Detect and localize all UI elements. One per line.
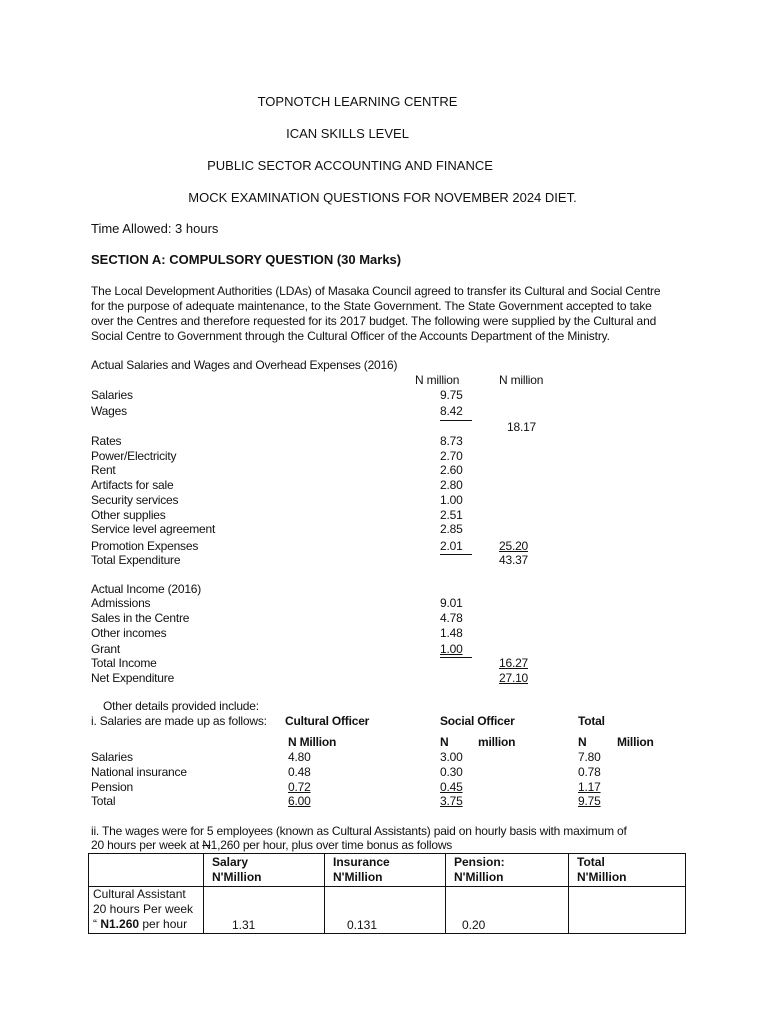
expense-subtotal: 25.20 <box>499 539 529 553</box>
expense-value: 2.70 <box>440 449 463 463</box>
header-insurance: Insurance <box>333 855 390 869</box>
subtotal-rule <box>440 420 472 421</box>
salary-row-cultural: 0.72 <box>288 780 311 794</box>
expense-value: 2.80 <box>440 478 463 492</box>
row-label-quote: “ <box>93 917 101 931</box>
expense-label: Artifacts for sale <box>91 478 174 492</box>
row-label-line: 20 hours Per week <box>93 902 194 916</box>
expense-value: 2.51 <box>440 508 463 522</box>
expense-total: 43.37 <box>499 553 529 567</box>
income-title: Actual Income (2016) <box>91 582 202 596</box>
expense-value: 1.00 <box>440 493 463 507</box>
header-unit: N'Million <box>333 870 383 884</box>
expense-label: Rates <box>91 434 122 448</box>
value-cell: 1.31 <box>204 887 325 934</box>
income-value: 4.78 <box>440 611 463 625</box>
expense-label: Promotion Expenses <box>91 539 199 553</box>
header-unit: N'Million <box>454 870 504 884</box>
salary-row-label: Salaries <box>91 750 133 764</box>
income-label: Sales in the Centre <box>91 611 190 625</box>
col-head-1: N million <box>415 373 460 387</box>
wages-line-2-a: 20 hours per week at <box>91 838 203 852</box>
salary-row-cultural: 4.80 <box>288 750 311 764</box>
unit-cultural: N Million <box>288 735 337 749</box>
salary-row-total: 9.75 <box>578 794 601 808</box>
income-label: Other incomes <box>91 626 167 640</box>
unit-social-m: million <box>478 735 516 749</box>
unit-total-m: Million <box>617 735 654 749</box>
expense-value: 8.42 <box>440 404 463 418</box>
header-total: Total <box>577 855 605 869</box>
expense-label: Power/Electricity <box>91 449 177 463</box>
row-label-line <box>93 917 199 932</box>
subtotal-rule <box>440 657 472 658</box>
expense-label: Other supplies <box>91 508 166 522</box>
naira-sign: N <box>202 838 211 852</box>
wages-table <box>88 853 686 934</box>
wages-line-1: ii. The wages were for 5 employees (known as Cultural Assistants) paid on hourly basis with maximum of <box>91 824 627 838</box>
salary-row-total: 0.78 <box>578 765 601 779</box>
header-total: Total <box>578 714 605 728</box>
header-unit: N'Million <box>212 870 262 884</box>
income-label: Net Expenditure <box>91 671 175 685</box>
expense-subtotal: 18.17 <box>507 420 537 434</box>
table-header-cell <box>569 854 686 887</box>
expense-value: 8.73 <box>440 434 463 448</box>
income-total: 16.27 <box>499 656 529 670</box>
row-label-unit: per hour <box>139 917 188 931</box>
income-value: 1.48 <box>440 626 463 640</box>
expense-label: Total Expenditure <box>91 553 181 567</box>
expense-label: Service level agreement <box>91 522 216 536</box>
row-label-rate: N1.260 <box>100 917 140 931</box>
col-head-2: N million <box>499 373 544 387</box>
row-label-line: Cultural Assistant <box>93 887 186 901</box>
wages-line-2-b: 1,260 per hour, plus over time bonus as follows <box>210 838 453 852</box>
header-line-2: ICAN SKILLS LEVEL <box>286 126 409 141</box>
table-header-row <box>89 854 686 887</box>
header-pension: Pension: <box>454 855 505 869</box>
expense-label: Security services <box>91 493 179 507</box>
value-cell: 0.131 <box>325 887 446 934</box>
table-corner-cell <box>89 854 204 887</box>
income-value: 1.00 <box>440 642 463 656</box>
value-cell: 0.20 <box>446 887 569 934</box>
salary-row-label: National insurance <box>91 765 187 779</box>
intro-paragraph: The Local Development Authorities (LDAs) of Masaka Council agreed to transfer its Cultural and Social Centre for the purpose of adequate maintenance, to the State Government. The State Government accepted to take over the Centres and therefore requested for its 2017 budget. The following were supplied by the Cultural and Social Centre to Government through the Cultural Officer of the Accounts Department of the Ministry. <box>91 284 661 343</box>
income-label: Total Income <box>91 656 157 670</box>
salary-row-social: 0.45 <box>440 780 463 794</box>
salary-row-cultural: 0.48 <box>288 765 311 779</box>
salary-row-social: 0.30 <box>440 765 463 779</box>
row-label-cell <box>89 887 204 934</box>
table-header-cell <box>446 854 569 887</box>
section-a-heading: SECTION A: COMPULSORY QUESTION (30 Marks) <box>91 252 402 267</box>
expense-value: 2.85 <box>440 522 463 536</box>
salaries-intro: i. Salaries are made up as follows: <box>91 714 267 728</box>
table-header-cell <box>325 854 446 887</box>
income-label: Grant <box>91 642 121 656</box>
table-header-cell <box>204 854 325 887</box>
expense-value: 2.60 <box>440 463 463 477</box>
header-line-3: PUBLIC SECTOR ACCOUNTING AND FINANCE <box>207 158 493 173</box>
value-cell <box>569 887 686 934</box>
income-value: 9.01 <box>440 596 463 610</box>
expense-label: Rent <box>91 463 116 477</box>
expense-label: Salaries <box>91 388 133 402</box>
salary-row-cultural: 6.00 <box>288 794 311 808</box>
expense-value: 9.75 <box>440 388 463 402</box>
salary-row-label: Pension <box>91 780 133 794</box>
time-allowed: Time Allowed: 3 hours <box>91 221 219 236</box>
expense-label: Wages <box>91 404 127 418</box>
unit-social-n: N <box>440 735 449 749</box>
header-cultural-officer: Cultural Officer <box>285 714 370 728</box>
salary-row-social: 3.00 <box>440 750 463 764</box>
other-details: Other details provided include: <box>103 699 259 713</box>
subtotal-rule <box>440 554 472 555</box>
expenses-title: Actual Salaries and Wages and Overhead Expenses (2016) <box>91 358 398 372</box>
salary-row-label: Total <box>91 794 116 808</box>
salary-row-social: 3.75 <box>440 794 463 808</box>
wages-line-2 <box>91 838 452 852</box>
header-social-officer: Social Officer <box>440 714 515 728</box>
header-salary: Salary <box>212 855 249 869</box>
header-unit: N'Million <box>577 870 627 884</box>
income-label: Admissions <box>91 596 151 610</box>
expense-value: 2.01 <box>440 539 463 553</box>
table-row <box>89 887 686 934</box>
unit-total-n: N <box>578 735 587 749</box>
header-line-1: TOPNOTCH LEARNING CENTRE <box>257 94 458 109</box>
salary-row-total: 1.17 <box>578 780 601 794</box>
header-line-4: MOCK EXAMINATION QUESTIONS FOR NOVEMBER 2024 DIET. <box>188 190 577 205</box>
net-expenditure: 27.10 <box>499 671 529 685</box>
salary-row-total: 7.80 <box>578 750 601 764</box>
